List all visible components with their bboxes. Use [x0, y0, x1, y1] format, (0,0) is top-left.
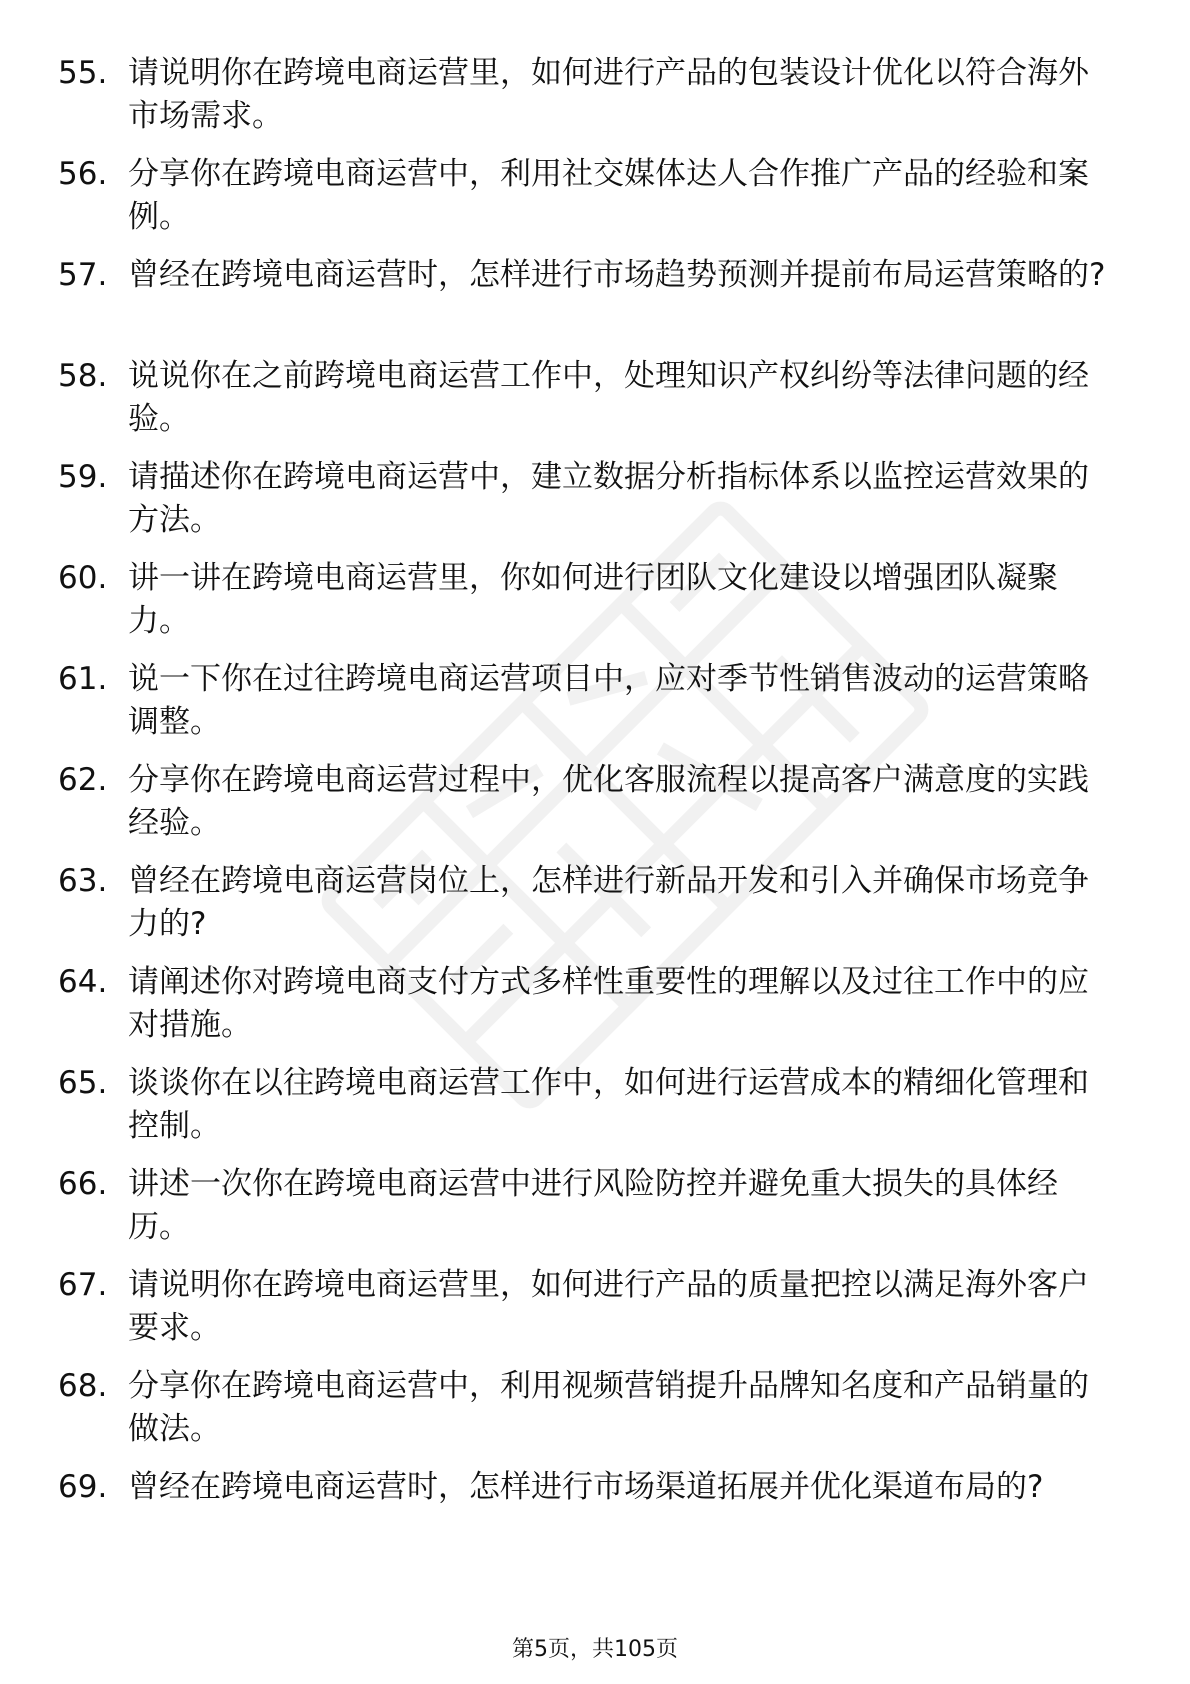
question-number: 62. — [58, 762, 108, 798]
question-item — [58, 759, 1128, 860]
question-item — [58, 52, 1128, 153]
question-text: 分享你在跨境电商运营过程中，优化客服流程以提高客户满意度的实践经验。 — [128, 762, 1089, 841]
question-item — [58, 557, 1128, 658]
question-number: 63. — [58, 863, 108, 899]
question-item — [58, 1163, 1128, 1264]
question-number: 60. — [58, 560, 108, 596]
page-footer: 第5页，共105页 — [512, 1637, 678, 1662]
question-list — [58, 52, 1128, 1567]
question-item — [58, 355, 1128, 456]
question-number: 58. — [58, 358, 108, 394]
question-number: 67. — [58, 1267, 108, 1303]
question-number: 57. — [58, 257, 108, 293]
question-number: 61. — [58, 661, 108, 697]
question-item — [58, 153, 1128, 254]
question-text: 曾经在跨境电商运营时，怎样进行市场渠道拓展并优化渠道布局的? — [128, 1469, 1044, 1505]
question-number: 68. — [58, 1368, 108, 1404]
question-text: 分享你在跨境电商运营中，利用社交媒体达人合作推广产品的经验和案例。 — [128, 156, 1089, 235]
question-text: 说一下你在过往跨境电商运营项目中，应对季节性销售波动的运营策略调整。 — [128, 661, 1089, 740]
question-text: 请描述你在跨境电商运营中，建立数据分析指标体系以监控运营效果的方法。 — [128, 459, 1089, 538]
question-text: 讲一讲在跨境电商运营里，你如何进行团队文化建设以增强团队凝聚力。 — [128, 560, 1058, 639]
question-text: 分享你在跨境电商运营中，利用视频营销提升品牌知名度和产品销量的做法。 — [128, 1368, 1089, 1447]
question-item — [58, 456, 1128, 557]
question-item — [58, 1466, 1128, 1567]
question-number: 56. — [58, 156, 108, 192]
question-number: 64. — [58, 964, 108, 1000]
question-number: 65. — [58, 1065, 108, 1101]
question-item — [58, 1264, 1128, 1365]
question-text: 请说明你在跨境电商运营里，如何进行产品的包装设计优化以符合海外市场需求。 — [128, 55, 1089, 134]
question-item — [58, 1365, 1128, 1466]
question-text: 请说明你在跨境电商运营里，如何进行产品的质量把控以满足海外客户要求。 — [128, 1267, 1089, 1346]
question-item — [58, 1062, 1128, 1163]
question-item — [58, 254, 1128, 355]
question-number: 66. — [58, 1166, 108, 1202]
question-item — [58, 658, 1128, 759]
question-number: 55. — [58, 55, 108, 91]
question-number: 59. — [58, 459, 108, 495]
question-item — [58, 961, 1128, 1062]
question-text: 谈谈你在以往跨境电商运营工作中，如何进行运营成本的精细化管理和控制。 — [128, 1065, 1089, 1144]
question-text: 请阐述你对跨境电商支付方式多样性重要性的理解以及过往工作中的应对措施。 — [128, 964, 1089, 1043]
question-item — [58, 860, 1128, 961]
question-text: 讲述一次你在跨境电商运营中进行风险防控并避免重大损失的具体经历。 — [128, 1166, 1058, 1245]
question-text: 说说你在之前跨境电商运营工作中，处理知识产权纠纷等法律问题的经验。 — [128, 358, 1089, 437]
question-number: 69. — [58, 1469, 108, 1505]
question-text: 曾经在跨境电商运营时，怎样进行市场趋势预测并提前布局运营策略的? — [128, 257, 1106, 293]
question-text: 曾经在跨境电商运营岗位上，怎样进行新品开发和引入并确保市场竞争力的? — [128, 863, 1089, 942]
